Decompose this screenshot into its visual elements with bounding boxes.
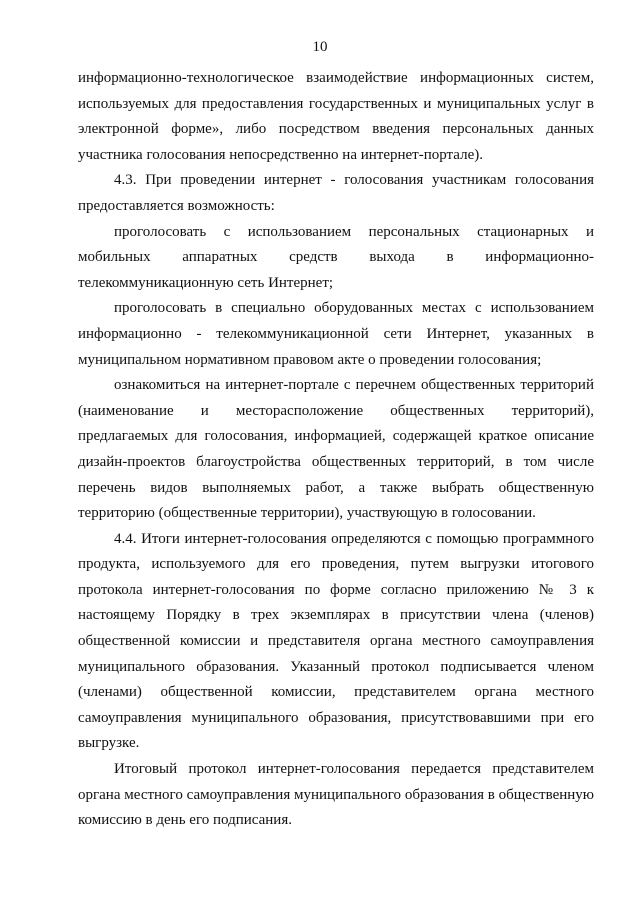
paragraph-option-personal-devices: проголосовать с использованием персональных стационарных и мобильных аппаратных средств выхода в информационно-телекоммуникационную сеть Интернет; (78, 223, 594, 291)
paragraph-clause-4-3: 4.3. При проведении интернет - голосования участникам голосования предоставляется возможность: (78, 172, 594, 214)
page-number: 10 (312, 39, 328, 55)
paragraph-option-review-territories: ознакомиться на интернет-портале с перечнем общественных территорий (наименование и месторасположение общественных территорий), предлагаемых для голосования, информацией, содержащей краткое описание дизайн-проектов благоустройства общественных территорий, в том числе перечень видов выполняемых работ, а также выбрать общественную территорию (общественные территории), участвующую в голосовании. (78, 377, 594, 522)
paragraph-option-equipped-places: проголосовать в специально оборудованных местах с использованием информационно - телекоммуникационной сети Интернет, указанных в муниципальном нормативном правовом акте о проведении голосования; (78, 300, 594, 368)
paragraph-final-protocol: Итоговый протокол интернет-голосования передается представителем органа местного самоуправления муниципального образования в общественную комиссию в день его подписания. (78, 761, 594, 829)
paragraph-clause-4-4: 4.4. Итоги интернет-голосования определяются с помощью программного продукта, используемого для его проведения, путем выгрузки итогового протокола интернет-голосования по форме согласно приложению № 3 к настоящему Порядку в трех экземплярах в присутствии члена (членов) общественной комиссии и представителя органа местного самоуправления муниципального образования. Указанный протокол подписывается членом (членами) общественной комиссии, представителем органа местного самоуправления муниципального образования, присутствовавшими при его выгрузке. (78, 530, 594, 752)
paragraph-continuation: информационно-технологическое взаимодействие информационных систем, используемых для предоставления государственных и муниципальных услуг в электронной форме», либо посредством введения персональных данных участника голосования непосредственно на интернет-портале). (78, 70, 594, 163)
body-text (78, 66, 594, 834)
